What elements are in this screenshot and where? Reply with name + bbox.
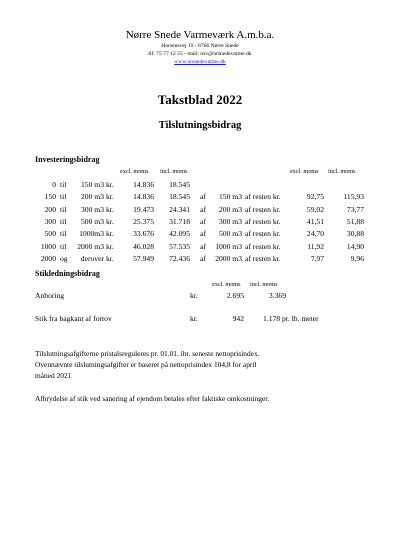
- company-name: Nørre Snede Varmeværk A.m.b.a.: [125, 29, 275, 41]
- investment-cell-rest: 500 m3: [219, 229, 242, 239]
- investment-cell-kr: kr.: [106, 180, 114, 189]
- investment-cell-rest-label: af resten kr.: [245, 216, 281, 226]
- investment-cell-excl: 33.676: [133, 229, 154, 239]
- investment-col-incl-rest: incl. moms: [328, 168, 356, 175]
- investment-cell-incl2: 51,88: [346, 216, 364, 226]
- investment-col-incl: incl. moms: [160, 168, 188, 175]
- stikledning-kr: kr.: [190, 291, 198, 300]
- investment-cell-from: 200: [44, 204, 56, 214]
- investment-cell-kr: kr.: [106, 229, 114, 239]
- investment-cell-to: 1000m3: [79, 229, 104, 239]
- note-text: Ovennævnte tilslutningsafgifter er baseret på nettoprisindex 104,8 for april: [35, 360, 257, 369]
- investment-cell-incl2: 9,96: [350, 253, 364, 263]
- investment-cell-incl: 18.545: [169, 180, 190, 189]
- company-address: Horsensvej 19 - 8766 Nørre Snede: [161, 43, 239, 49]
- investment-cell-incl2: 30,88: [346, 229, 364, 239]
- investment-cell-excl2: 24,70: [306, 229, 324, 239]
- investment-cell-to: 2000 m3: [77, 241, 104, 251]
- stikledning-label: Stik fra bagkant af fortov: [35, 314, 112, 323]
- website-link[interactable]: www.nrsnedevarme.dk: [174, 59, 226, 65]
- investment-cell-incl: 42.095: [169, 229, 190, 239]
- investment-cell-til: til: [60, 180, 67, 189]
- stikledning-col-excl: excl. moms: [212, 281, 241, 288]
- investment-cell-til: til: [60, 241, 67, 251]
- investment-cell-af: af: [200, 192, 206, 202]
- investment-cell-excl: 57.949: [133, 253, 154, 263]
- investment-cell-af: af: [200, 204, 206, 214]
- investment-cell-incl: 18.545: [169, 192, 190, 202]
- investment-cell-rest-label: af resten kr.: [245, 253, 281, 263]
- investment-cell-rest: 200 m3: [219, 204, 242, 214]
- investment-cell-kr: kr.: [106, 216, 114, 226]
- investment-cell-incl2: 115,93: [343, 192, 364, 202]
- investment-cell-to: 200 m3: [81, 192, 104, 202]
- investment-cell-kr: kr.: [106, 204, 114, 214]
- investment-cell-til: til: [60, 216, 67, 226]
- investment-cell-to: 500 m3: [81, 216, 104, 226]
- investment-cell-excl2: 59,02: [306, 204, 324, 214]
- investment-cell-af: af: [200, 253, 206, 263]
- stikledning-label: Anboring: [35, 291, 65, 300]
- stikledning-incl: 3.369: [268, 291, 286, 300]
- stikledning-incl: 1.178 pr. lb. meter: [263, 314, 319, 323]
- investment-cell-excl: 14.836: [133, 180, 154, 189]
- investment-cell-excl: 25.375: [133, 216, 154, 226]
- investment-cell-rest-label: af resten kr.: [245, 229, 281, 239]
- stikledning-excl: 942: [232, 314, 244, 323]
- investment-cell-til: og: [60, 253, 68, 263]
- stikledning-col-incl: incl. moms: [250, 281, 278, 288]
- investment-cell-excl2: 41,51: [306, 216, 324, 226]
- investment-cell-kr: kr.: [106, 192, 114, 202]
- investment-cell-from: 150: [44, 192, 56, 202]
- investment-cell-rest-label: af resten kr.: [245, 204, 281, 214]
- page-subtitle: Tilslutningsbidrag: [158, 120, 242, 131]
- investment-cell-til: til: [60, 192, 67, 202]
- company-contact: tlf. 75 77 12 55 - mail: nsv@nrsnedevarme.dk: [148, 51, 252, 57]
- investment-cell-incl: 72.436: [169, 253, 190, 263]
- investment-col-excl-rest: excl. moms: [290, 168, 319, 175]
- investment-cell-til: til: [60, 229, 67, 239]
- investment-cell-incl2: 73,77: [346, 204, 364, 214]
- investment-cell-to: 150 m3: [81, 180, 104, 189]
- stikledning-kr: kr.: [190, 314, 198, 323]
- investment-cell-excl: 19.473: [133, 204, 154, 214]
- investment-cell-incl: 31.718: [169, 216, 190, 226]
- page-title: Takstblad 2022: [157, 92, 243, 107]
- investment-cell-rest: 1000 m3: [215, 241, 242, 251]
- investment-cell-excl: 46.028: [133, 241, 154, 251]
- investment-cell-til: til: [60, 204, 67, 214]
- note-text: måned 2021: [35, 371, 72, 380]
- investment-cell-from: 500: [44, 229, 56, 239]
- investment-cell-from: 2000: [40, 253, 56, 263]
- investment-cell-af: af: [200, 216, 206, 226]
- investment-cell-excl2: 7,97: [310, 253, 324, 263]
- stikledning-heading: Stikledningsbidrag: [35, 269, 100, 278]
- investment-cell-excl: 14.836: [133, 192, 154, 202]
- investment-cell-incl2: 14,90: [346, 241, 364, 251]
- note-text: Afbrydelse af stik ved sanering af ejendom betales efter faktiske omkostninger.: [35, 394, 270, 403]
- investment-cell-kr: kr.: [106, 253, 114, 263]
- investment-cell-af: af: [200, 241, 206, 251]
- investment-cell-from: 300: [44, 216, 56, 226]
- stikledning-excl: 2.695: [226, 291, 244, 300]
- investment-cell-to: 300 m3: [81, 204, 104, 214]
- investment-cell-incl: 57.535: [169, 241, 190, 251]
- investment-cell-to: derover: [80, 253, 104, 263]
- investment-cell-kr: kr.: [106, 241, 114, 251]
- investment-cell-rest: 2000 m3: [215, 253, 242, 263]
- investment-cell-excl2: 92,75: [306, 192, 324, 202]
- investment-cell-rest: 150 m3: [219, 192, 242, 202]
- note-text: Tilslutningsafgifterne pristalsreguleres pr. 01.01. iht. seneste nettoprisindex.: [35, 349, 260, 358]
- investment-cell-rest-label: af resten kr.: [245, 241, 281, 251]
- investment-cell-rest-label: af resten kr.: [245, 192, 281, 202]
- investment-cell-incl: 24.341: [169, 204, 190, 214]
- investment-col-excl: excl. moms: [120, 168, 149, 175]
- investment-cell-from: 0: [52, 180, 56, 189]
- investment-cell-from: 1000: [40, 241, 56, 251]
- investment-cell-af: af: [200, 229, 206, 239]
- investment-cell-excl2: 11,92: [307, 241, 324, 251]
- investment-heading: Investeringsbidrag: [35, 155, 100, 164]
- investment-cell-rest: 300 m3: [219, 216, 242, 226]
